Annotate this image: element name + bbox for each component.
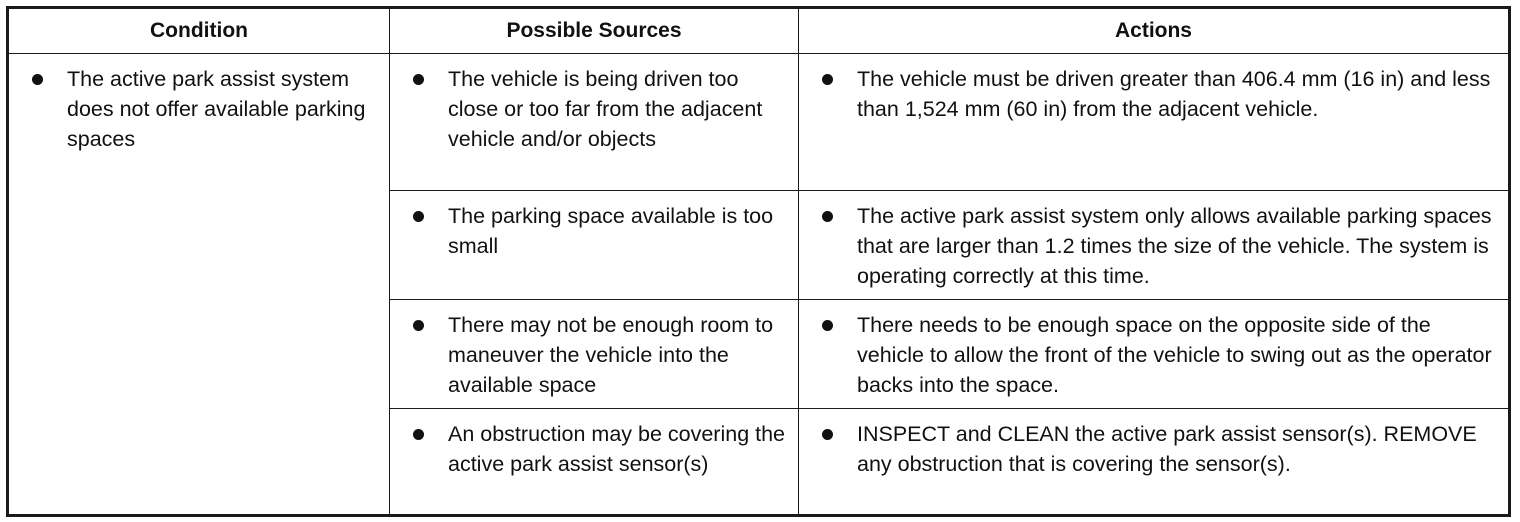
source-cell — [390, 54, 799, 191]
header-possible-sources: Possible Sources — [390, 8, 799, 54]
header-condition: Condition — [8, 8, 390, 54]
bullet-icon — [413, 320, 424, 331]
action-text: The active park assist system only allows available parking spaces that are larger than 1.2 times the size of the vehicle. The system is operating correctly at this time. — [857, 204, 1492, 288]
source-cell — [390, 409, 799, 516]
bullet-icon — [822, 429, 833, 440]
source-text: The parking space available is too small — [448, 204, 774, 258]
condition-item — [9, 54, 389, 162]
action-cell — [799, 300, 1510, 409]
action-cell — [799, 191, 1510, 300]
action-item — [799, 191, 1508, 299]
action-item — [799, 409, 1508, 487]
bullet-icon — [413, 211, 424, 222]
source-cell — [390, 300, 799, 409]
action-text: There needs to be enough space on the opposite side of the vehicle to allow the front of the vehicle to swing out as the operator backs into the space. — [857, 313, 1492, 397]
bullet-icon — [413, 429, 424, 440]
source-cell — [390, 191, 799, 300]
header-actions: Actions — [799, 8, 1510, 54]
action-item — [799, 54, 1508, 132]
diagnostic-table — [6, 6, 1511, 517]
source-text: There may not be enough room to maneuver the vehicle into the available space — [448, 313, 774, 397]
action-item — [799, 300, 1508, 408]
action-cell — [799, 54, 1510, 191]
source-item — [390, 54, 798, 162]
source-item — [390, 300, 798, 408]
source-item — [390, 409, 798, 487]
action-cell — [799, 409, 1510, 516]
condition-cell — [8, 54, 390, 516]
table-row — [8, 54, 1510, 191]
condition-text: The active park assist system does not offer available parking spaces — [67, 67, 366, 151]
source-text: An obstruction may be covering the active park assist sensor(s) — [448, 422, 786, 476]
bullet-icon — [32, 74, 43, 85]
action-text: INSPECT and CLEAN the active park assist sensor(s). REMOVE any obstruction that is covering the sensor(s). — [857, 422, 1477, 476]
source-text: The vehicle is being driven too close or too far from the adjacent vehicle and/or objects — [448, 67, 763, 151]
action-text: The vehicle must be driven greater than 406.4 mm (16 in) and less than 1,524 mm (60 in) from the adjacent vehicle. — [857, 67, 1491, 121]
bullet-icon — [822, 320, 833, 331]
bullet-icon — [822, 74, 833, 85]
bullet-icon — [413, 74, 424, 85]
header-row — [8, 8, 1510, 54]
source-item — [390, 191, 798, 269]
bullet-icon — [822, 211, 833, 222]
